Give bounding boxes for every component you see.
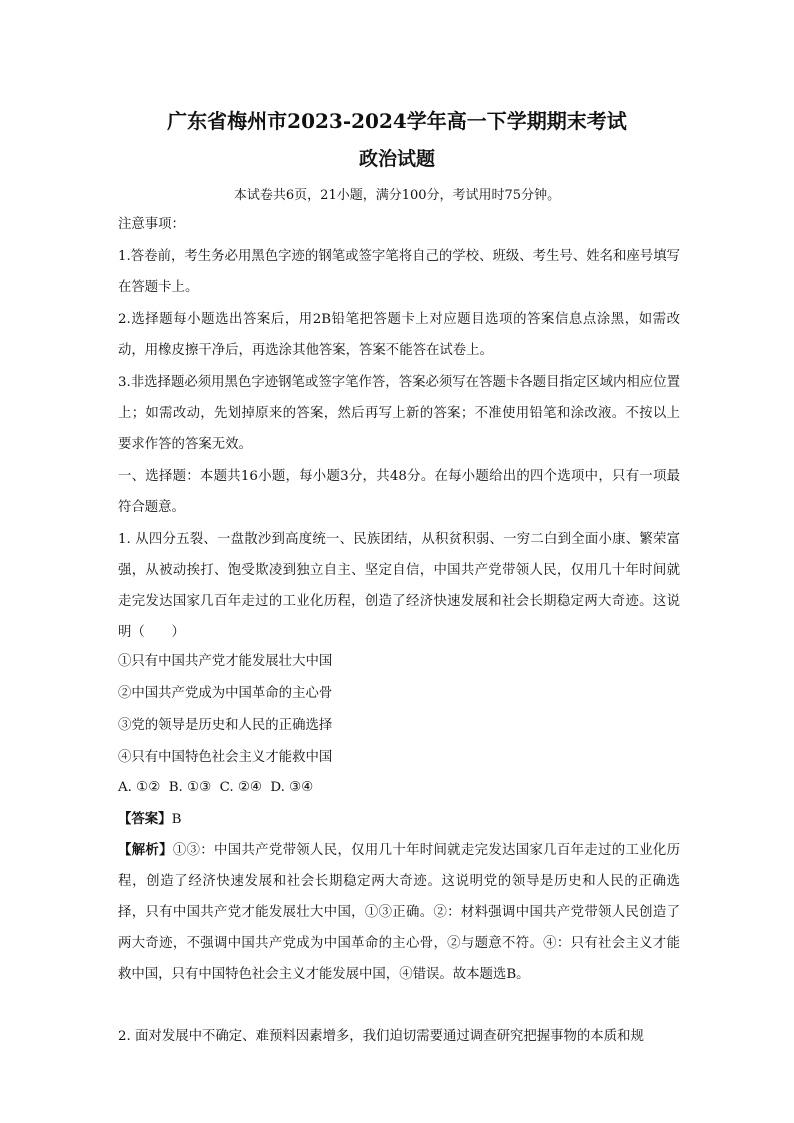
question-1-statement-1: ①只有中国共产党才能发展壮大中国 — [118, 654, 333, 669]
exam-intro: 本试卷共6页，21小题，满分100分，考试用时75分钟。 — [233, 188, 561, 203]
question-1-statement-4: ④只有中国特色社会主义才能救中国 — [118, 750, 333, 765]
document-title: 广东省梅州市2023-2024学年高一下学期期末考试 — [167, 109, 627, 133]
notice-item-2: 2.选择题每小题选出答案后，用2B铅笔把答题卡上对应题目选项的答案信息点涂黑，如需改动，用橡皮擦干净后，再选涂其他答案，答案不能答在试卷上。 — [118, 312, 680, 358]
question-1-stem: 1. 从四分五裂、一盘散沙到高度统一、民族团结，从积贫积弱、一穷二白到全面小康、繁荣富强，从被动挨打、饱受欺凌到独立自主、坚定自信，中国共产党带领人民，仅用几十年时间就走完发达国家几百年走过的工业化历程，创造了经济快速发展和社会长期稳定两大奇迹。这说明（ ） — [118, 532, 680, 640]
section-heading: 一、选择题：本题共16小题，每小题3分，共48分。在每小题给出的四个选项中，只有一项最符合题意。 — [118, 469, 680, 515]
answer-label: 【答案】 — [118, 811, 172, 827]
notice-item-3: 3.非选择题必须用黑色字迹钢笔或签字笔作答，答案必须写在答题卡各题目指定区域内相应位置上；如需改动，先划掉原来的答案，然后再写上新的答案；不准使用铅笔和涂改液。不按以上要求作答的答案无效。 — [118, 375, 680, 452]
question-1-options: A. ①② B. ①③ C. ②④ D. ③④ — [118, 780, 314, 795]
analysis-text: ①③：中国共产党带领人民，仅用几十年时间就走完发达国家几百年走过的工业化历程，创造了经济快速发展和社会长期稳定两大奇迹。这说明党的领导是历史和人民的正确选择，只有中国共产党才能发展壮大中国，①③正确。②：材料强调中国共产党带领人民创造了两大奇迹，不强调中国共产党成为中国革命的主心骨，②与题意不符。④：只有社会主义才能救中国，只有中国特色社会主义才能发展中国，④错误。故本题选B。 — [118, 843, 681, 982]
question-1-answer — [118, 809, 680, 830]
question-2-stem: 2. 面对发展中不确定、难预料因素增多，我们迫切需要通过调查研究把握事物的本质和规 — [118, 1029, 644, 1044]
question-1-statement-2: ②中国共产党成为中国革命的主心骨 — [118, 686, 333, 701]
notice-item-1: 1.答卷前，考生务必用黑色字迹的钢笔或签字笔将自己的学校、班级、考生号、姓名和座号填写在答题卡上。 — [118, 249, 680, 295]
notice-heading: 注意事项： — [118, 217, 185, 232]
document-subtitle: 政治试题 — [358, 148, 435, 170]
answer-value: B — [171, 812, 182, 827]
question-1-statement-3: ③党的领导是历史和人民的正确选择 — [118, 718, 333, 733]
question-1-analysis — [118, 835, 680, 990]
analysis-label: 【解析】 — [118, 842, 173, 858]
